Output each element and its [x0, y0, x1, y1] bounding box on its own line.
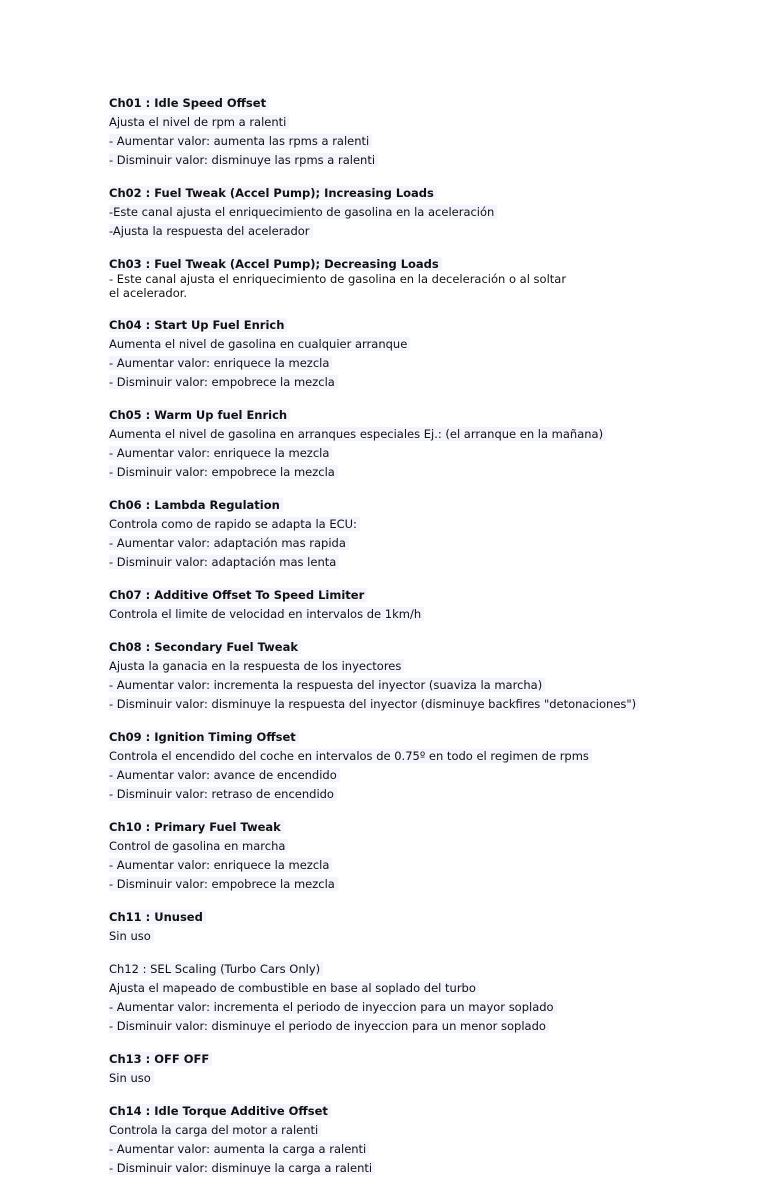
- section-line: Ajusta el nivel de rpm a ralenti: [109, 115, 289, 129]
- section-title: Ch04 : Start Up Fuel Enrich: [109, 318, 287, 332]
- channel-section-ch04: [109, 314, 749, 390]
- section-title: Ch12 : SEL Scaling (Turbo Cars Only): [109, 962, 323, 976]
- section-title: Ch07 : Additive Offset To Speed Limiter: [109, 588, 367, 602]
- section-title: Ch14 : Idle Torque Additive Offset: [109, 1104, 331, 1118]
- section-line: Aumenta el nivel de gasolina en cualquier arranque: [109, 337, 410, 351]
- section-title: Ch11 : Unused: [109, 910, 206, 924]
- section-line: Sin uso: [109, 1071, 154, 1085]
- channel-section-ch09: [109, 726, 749, 802]
- section-title: Ch09 : Ignition Timing Offset: [109, 730, 299, 744]
- section-line: - Aumentar valor: enriquece la mezcla: [109, 858, 332, 872]
- channel-section-ch10: [109, 816, 749, 892]
- channel-section-ch01: [109, 92, 749, 168]
- channel-section-ch06: [109, 494, 749, 570]
- section-line: - Aumentar valor: incrementa el periodo de inyeccion para un mayor soplado: [109, 1000, 557, 1014]
- section-line: - Disminuir valor: retraso de encendido: [109, 787, 337, 801]
- channel-section-ch11: [109, 906, 749, 944]
- channel-section-ch02: [109, 182, 749, 239]
- section-title: Ch03 : Fuel Tweak (Accel Pump); Decreasing Loads: [109, 257, 442, 271]
- section-line: - Disminuir valor: disminuye las rpms a ralenti: [109, 153, 378, 167]
- section-title: Ch08 : Secondary Fuel Tweak: [109, 640, 301, 654]
- section-line: - Disminuir valor: empobrece la mezcla: [109, 465, 338, 479]
- section-line: Controla el limite de velocidad en intervalos de 1km/h: [109, 607, 424, 621]
- section-line: - Aumentar valor: enriquece la mezcla: [109, 446, 332, 460]
- section-line: Aumenta el nivel de gasolina en arranques especiales Ej.: (el arranque en la mañana): [109, 427, 606, 441]
- section-line: - Aumentar valor: aumenta las rpms a ralenti: [109, 134, 372, 148]
- section-line: -Ajusta la respuesta del acelerador: [109, 224, 313, 238]
- section-title: Ch02 : Fuel Tweak (Accel Pump); Increasing Loads: [109, 186, 437, 200]
- section-line: -Este canal ajusta el enriquecimiento de gasolina en la aceleración: [109, 205, 497, 219]
- section-line: - Aumentar valor: incrementa la respuesta del inyector (suaviza la marcha): [109, 678, 545, 692]
- section-line: - Disminuir valor: disminuye la respuesta del inyector (disminuye backfires "detonaciones"): [109, 697, 639, 711]
- section-line: - Aumentar valor: enriquece la mezcla: [109, 356, 332, 370]
- section-line: Control de gasolina en marcha: [109, 839, 288, 853]
- section-title: Ch05 : Warm Up fuel Enrich: [109, 408, 290, 422]
- channel-section-ch08: [109, 636, 749, 712]
- channel-section-ch05: [109, 404, 749, 480]
- channel-section-ch03: [109, 253, 749, 300]
- section-title: Ch10 : Primary Fuel Tweak: [109, 820, 284, 834]
- section-title: Ch01 : Idle Speed Offset: [109, 96, 269, 110]
- section-line: Controla el encendido del coche en intervalos de 0.75º en todo el regimen de rpms: [109, 749, 592, 763]
- section-line: - Este canal ajusta el enriquecimiento de gasolina en la deceleración o al soltar el acelerador.: [109, 272, 567, 300]
- channel-section-ch14: [109, 1100, 749, 1176]
- section-line: - Aumentar valor: avance de encendido: [109, 768, 340, 782]
- section-line: - Disminuir valor: disminuye el periodo de inyeccion para un menor soplado: [109, 1019, 549, 1033]
- section-line: Sin uso: [109, 929, 154, 943]
- section-line: - Disminuir valor: empobrece la mezcla: [109, 877, 338, 891]
- section-line: - Aumentar valor: aumenta la carga a ralenti: [109, 1142, 369, 1156]
- channel-section-ch12: [109, 958, 749, 1034]
- section-line: Controla como de rapido se adapta la ECU:: [109, 517, 360, 531]
- section-title: Ch13 : OFF OFF: [109, 1052, 212, 1066]
- section-title: Ch06 : Lambda Regulation: [109, 498, 283, 512]
- document-body: [109, 92, 749, 1190]
- section-line: - Disminuir valor: adaptación mas lenta: [109, 555, 339, 569]
- channel-section-ch07: [109, 584, 749, 622]
- section-line: - Disminuir valor: empobrece la mezcla: [109, 375, 338, 389]
- channel-section-ch13: [109, 1048, 749, 1086]
- section-line: Ajusta el mapeado de combustible en base al soplado del turbo: [109, 981, 479, 995]
- section-line: Ajusta la ganacia en la respuesta de los inyectores: [109, 659, 404, 673]
- section-line: Controla la carga del motor a ralenti: [109, 1123, 321, 1137]
- section-line: - Aumentar valor: adaptación mas rapida: [109, 536, 349, 550]
- section-line: - Disminuir valor: disminuye la carga a ralenti: [109, 1161, 375, 1175]
